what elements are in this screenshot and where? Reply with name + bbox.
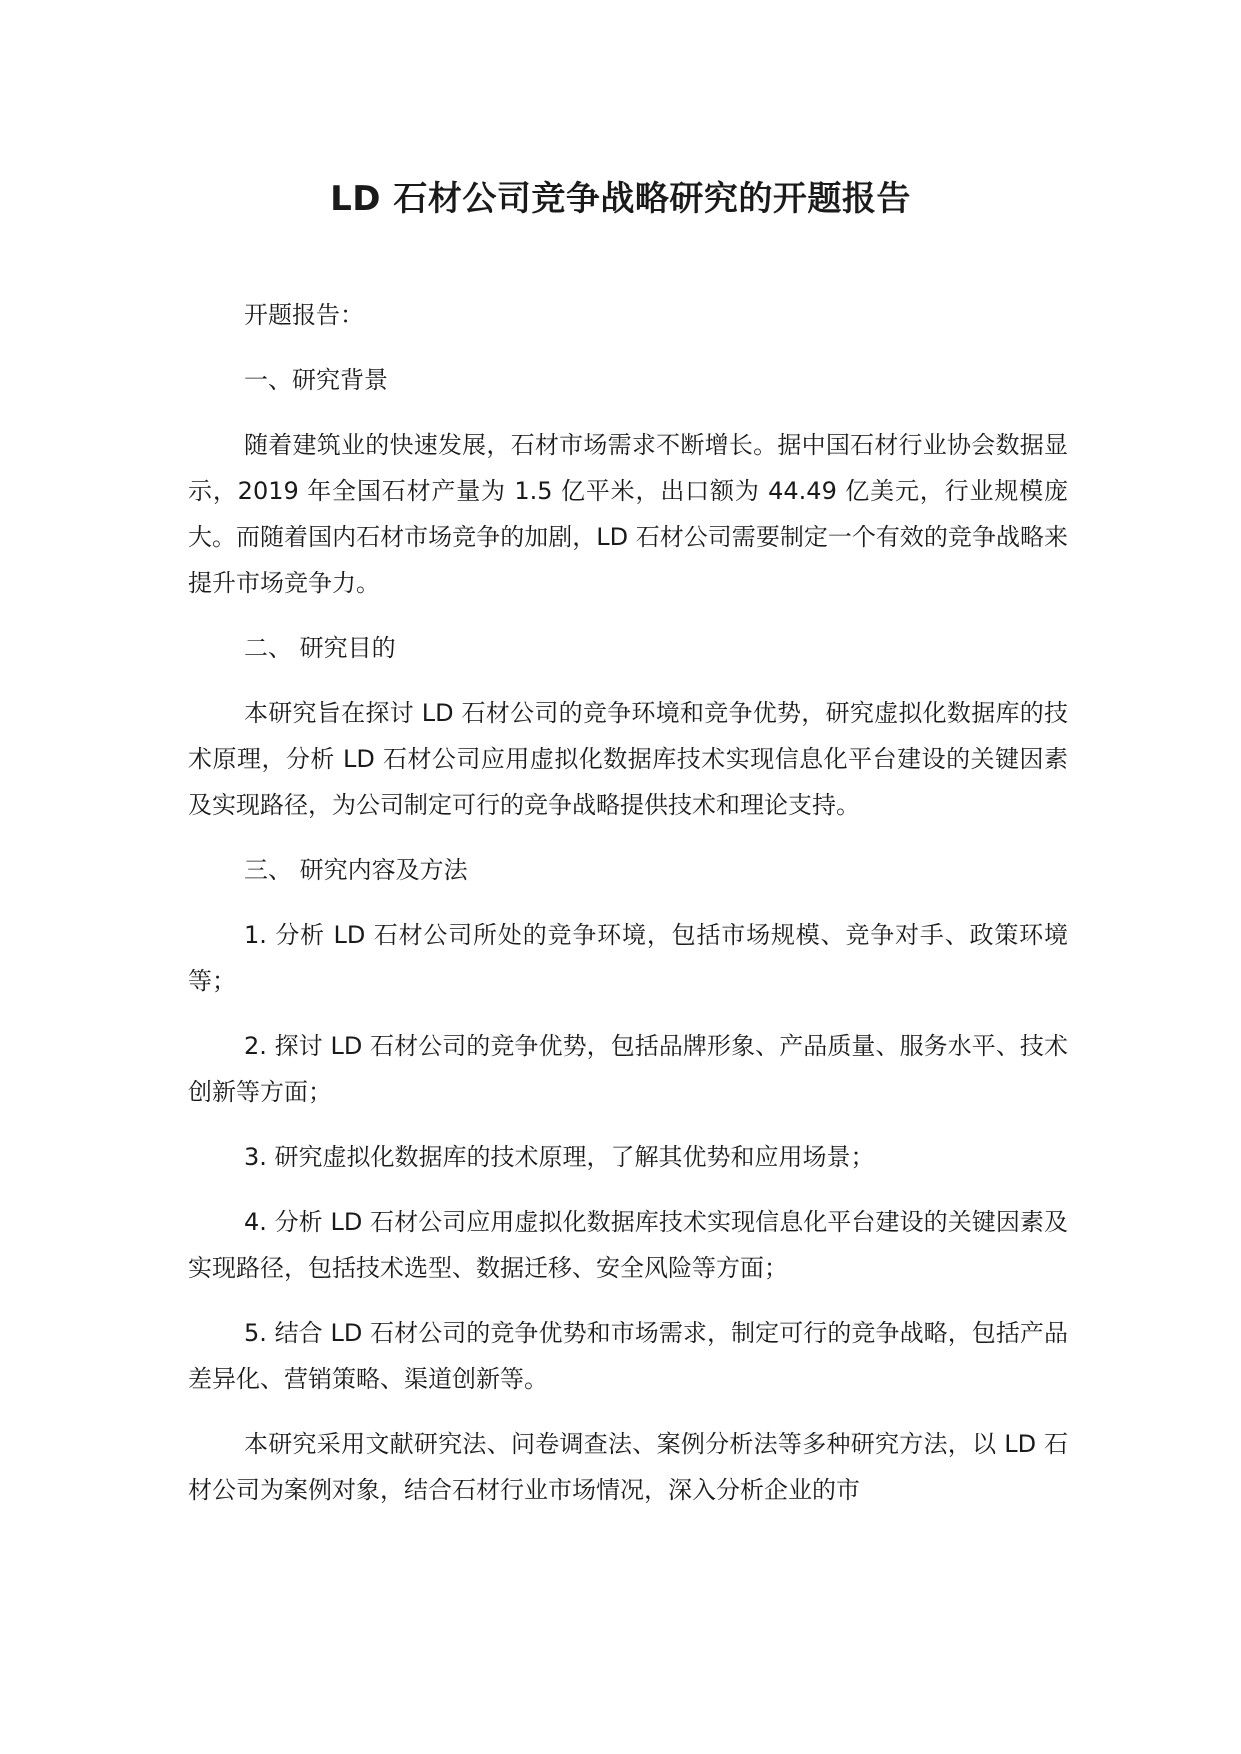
list-item-2: 2. 探讨 LD 石材公司的竞争优势，包括品牌形象、产品质量、服务水平、技术创新等方面； [188, 1032, 1068, 1106]
document-title: LD 石材公司竞争战略研究的开题报告 [330, 179, 911, 219]
list-item-4: 4. 分析 LD 石材公司应用虚拟化数据库技术实现信息化平台建设的关键因素及实现路径，包括技术选型、数据迁移、安全风险等方面； [188, 1208, 1068, 1282]
list-item-1: 1. 分析 LD 石材公司所处的竞争环境，包括市场规模、竞争对手、政策环境等； [188, 921, 1068, 995]
paragraph-methods: 本研究采用文献研究法、问卷调查法、案例分析法等多种研究方法，以 LD 石材公司为案例对象，结合石材行业市场情况，深入分析企业的市 [188, 1430, 1068, 1504]
list-item-3: 3. 研究虚拟化数据库的技术原理，了解其优势和应用场景； [244, 1143, 875, 1171]
document-body [188, 292, 1068, 1532]
section-label-report: 开题报告： [244, 301, 364, 329]
list-item-5: 5. 结合 LD 石材公司的竞争优势和市场需求，制定可行的竞争战略，包括产品差异化、营销策略、渠道创新等。 [188, 1319, 1068, 1393]
heading-research-background: 一、研究背景 [244, 366, 388, 394]
paragraph-purpose: 本研究旨在探讨 LD 石材公司的竞争环境和竞争优势，研究虚拟化数据库的技术原理，分析 LD 石材公司应用虚拟化数据库技术实现信息化平台建设的关键因素及实现路径，为公司制定可行的竞争战略提供技术和理论支持。 [188, 699, 1068, 819]
heading-research-purpose: 二、 研究目的 [244, 634, 396, 662]
heading-research-content-method: 三、 研究内容及方法 [244, 856, 468, 884]
paragraph-background: 随着建筑业的快速发展，石材市场需求不断增长。据中国石材行业协会数据显示，2019 年全国石材产量为 1.5 亿平米，出口额为 44.49 亿美元，行业规模庞大。而随着国内石材市场竞争的加剧，LD 石材公司需要制定一个有效的竞争战略来提升市场竞争力。 [188, 431, 1068, 597]
